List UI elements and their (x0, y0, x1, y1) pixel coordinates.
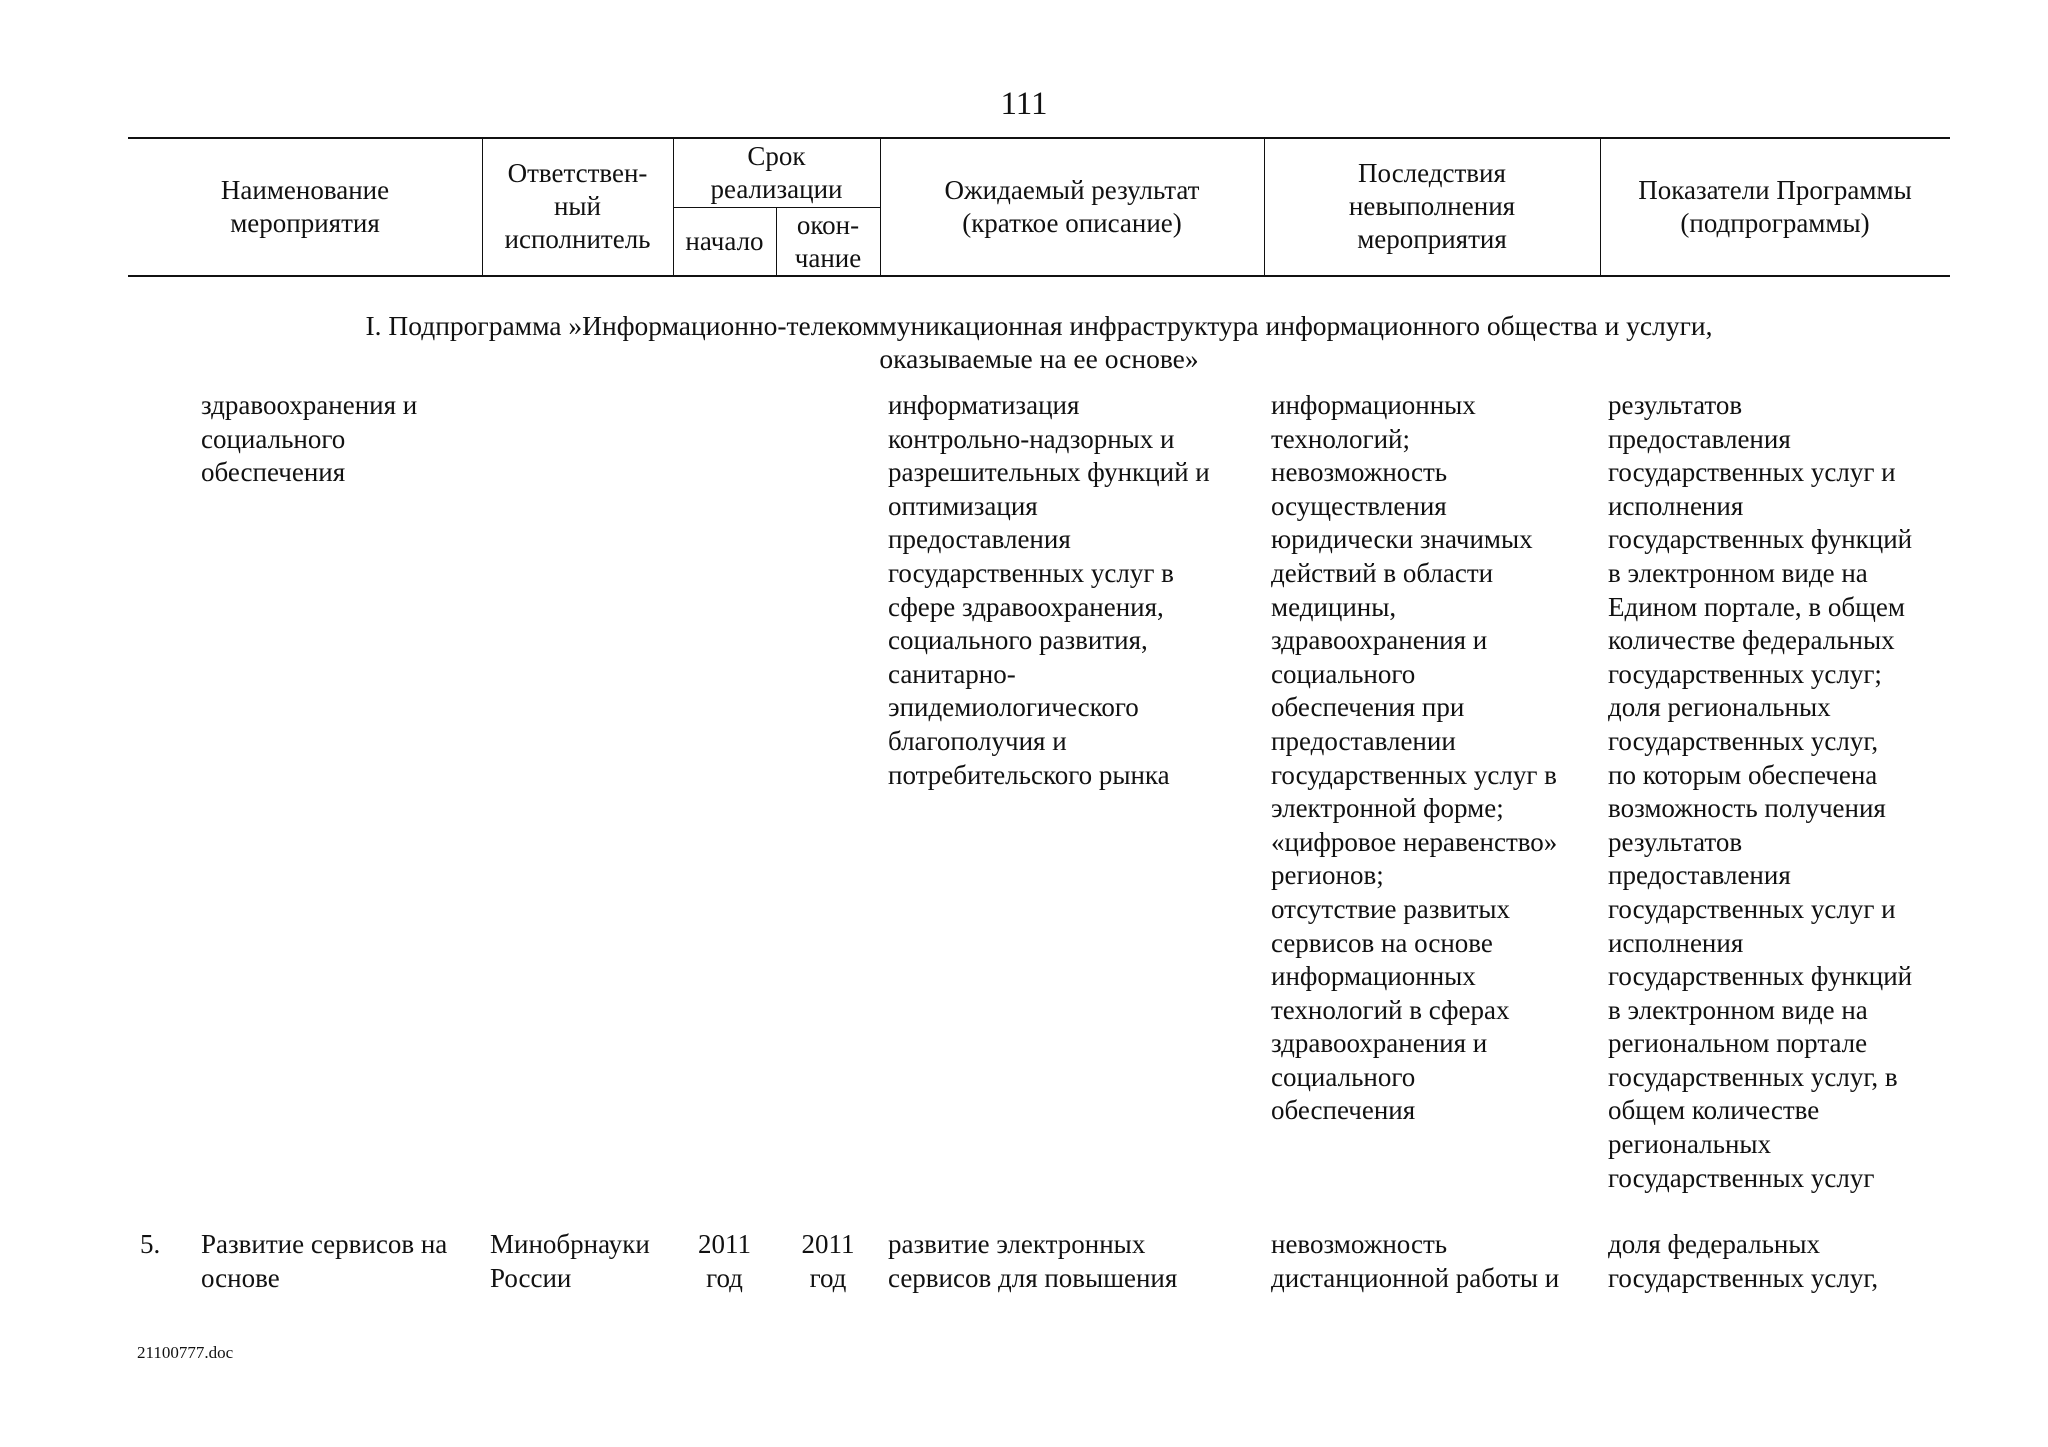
document-footer: 21100777.doc (137, 1343, 234, 1362)
header-indicators: Показатели Программы (подпрограммы) (1638, 174, 1912, 238)
page-number: 111 (1000, 86, 1048, 122)
row-2-start: 2011 год (698, 1229, 751, 1293)
row-1-result: информатизация контрольно-надзорных и разрешительных функций и оптимизация предоставления государственных услуг в сфере здравоохранения, социального развития, санитарно- эпидемиологического благополучия и потребительского рынка (888, 390, 1210, 790)
table-header-bottom-rule (128, 275, 1950, 277)
header-term: Срок реализации (710, 141, 843, 204)
header-end: окон- чание (794, 209, 862, 273)
row-1-indicators: результатов предоставления государственных услуг и исполнения государственных функций в электронном виде на Едином портале, в общем количестве федеральных государственных услуг; доля региональных государственных услуг, по которым обеспечена возможность получения результатов предоставления государственных услуг и исполнения государственных функций в электронном виде на региональном портале государственных услуг, в общем количестве региональных государственных услуг (1608, 390, 1913, 1193)
header-executor: Ответствен- ный исполнитель (504, 158, 651, 254)
header-result: Ожидаемый результат (краткое описание) (944, 174, 1200, 238)
row-1-consequences: информационных технологий; невозможность осуществления юридически значимых действий в области медицины, здравоохранения и социального обеспечения при предоставлении государственных услуг в электронной форме; «цифровое неравенство» регионов; отсутствие развитых сервисов на основе информационных технологий в сферах здравоохранения и социального обеспечения (1271, 390, 1558, 1126)
header-consequences: Последствия невыполнения мероприятия (1348, 158, 1516, 254)
row-2-executor: Минобрнауки России (490, 1229, 650, 1293)
header-name: Наименование мероприятия (220, 174, 390, 238)
row-2-name: Развитие сервисов на основе (201, 1229, 448, 1293)
row-2-end: 2011 год (801, 1229, 855, 1293)
row-2-consequences: невозможность дистанционной работы и (1271, 1229, 1560, 1293)
row-2-indicators: доля федеральных государственных услуг, (1608, 1229, 1879, 1293)
header-start: начало (685, 226, 764, 256)
row-2-result: развитие электронных сервисов для повышения (888, 1229, 1178, 1293)
row-1-name: здравоохранения и социального обеспечения (201, 390, 418, 488)
row-2-number: 5. (140, 1229, 161, 1259)
section-title: I. Подпрограмма »Информационно-телекоммуникационная инфраструктура информационного общества и услуги, оказываемые на ее основе» (365, 310, 1713, 374)
